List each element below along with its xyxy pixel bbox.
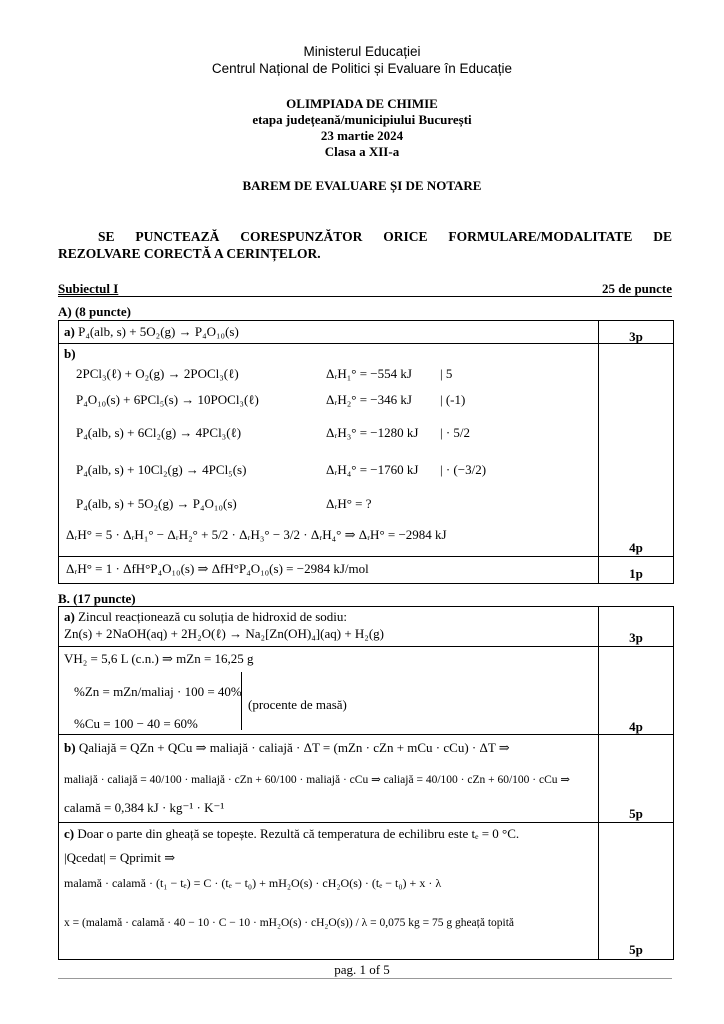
a-points: 3p: [629, 329, 643, 344]
b-c-points: 5p: [629, 942, 643, 957]
b-a-points: 3p: [629, 630, 643, 645]
percent-points: 4p: [629, 719, 643, 734]
document-title: BAREM DE EVALUARE ȘI DE NOTARE: [242, 178, 482, 193]
percent-zn: %Zn = mZn/maliaj · 100 = 40%: [74, 684, 242, 699]
b-b-line-1: b) Qaliajă = QZn + QCu ⇒ maliajă · caliajă · ΔT = (mZn · cZn + mCu · cCu) · ΔT ⇒: [64, 740, 510, 755]
a-item: a) P₄(alb, s) + 5O₂(g) → P₄O₁₀(s): [64, 324, 239, 339]
reaction-3-eq: P₄(alb, s) + 6Cl₂(g) → 4PCl₃(ℓ): [76, 425, 242, 440]
reaction-1-mult: | 5: [440, 366, 453, 381]
part-a-table: [58, 320, 674, 584]
part-b-points-column: [598, 606, 599, 959]
b-result: ΔᵣH° = 5 · ΔᵣH₁° − ΔᵣH₂° + 5/2 · ΔᵣH₃° − 3/2 · ΔᵣH₄° ⇒ ΔᵣH° = −2984 kJ: [66, 527, 447, 542]
reaction-3-dh: ΔᵣH₃° = −1280 kJ: [326, 425, 419, 440]
reaction-3-mult: | · 5/2: [440, 425, 471, 440]
c-points: 1p: [629, 566, 643, 581]
reaction-4-mult: | · (−3/2): [440, 462, 487, 477]
subject-rule: [58, 296, 672, 297]
olympiad-title: OLIMPIADA DE CHIMIE: [286, 96, 438, 111]
center-name: Centrul Național de Politici și Evaluare în Educație: [211, 61, 513, 76]
b-b-points: 5p: [629, 806, 643, 821]
stage: etapa județeană/municipiului București: [252, 112, 472, 127]
b-a-equation: Zn(s) + 2NaOH(aq) + 2H₂O(ℓ) → Na₂[Zn(OH)₄](aq) + H₂(g): [64, 626, 384, 641]
reaction-4-dh: ΔᵣH₄° = −1760 kJ: [326, 462, 419, 477]
notice-line-1: SE PUNCTEAZĂ CORESPUNZĂTOR ORICE FORMULARE/MODALITATE DE: [98, 229, 672, 244]
volume-line: VH₂ = 5,6 L (c.n.) ⇒ mZn = 16,25 g: [64, 651, 254, 666]
part-a-title: A) (8 puncte): [58, 304, 131, 319]
class-level: Clasa a XII-a: [324, 144, 400, 159]
percent-cu: %Cu = 100 − 40 = 60%: [74, 716, 198, 731]
b-c-line-1: |Qcedat| = Qprimit ⇒: [64, 850, 176, 865]
exam-date: 23 martie 2024: [320, 128, 404, 143]
reaction-2-dh: ΔᵣH₂° = −346 kJ: [326, 392, 412, 407]
notice-line-2: REZOLVARE CORECTĂ A CERINȚELOR.: [58, 246, 321, 261]
b-a-text: a) Zincul reacționează cu soluția de hidroxid de sodiu:: [64, 609, 348, 624]
ministry-name: Ministerul Educației: [303, 44, 421, 59]
page-number: pag. 1 of 5: [334, 962, 390, 977]
subject-title: Subiectul I: [58, 281, 119, 296]
footer-rule: [58, 978, 672, 979]
reaction-1-eq: 2PCl₃(ℓ) + O₂(g) → 2POCl₃(ℓ): [76, 366, 239, 381]
part-b-title: B. (17 puncte): [58, 591, 136, 606]
b-b-line-3: calamă = 0,384 kJ · kg⁻¹ · K⁻¹: [64, 800, 225, 815]
subject-points: 25 de puncte: [601, 281, 672, 296]
reaction-2-eq: P₄O₁₀(s) + 6PCl₅(s) → 10POCl₃(ℓ): [76, 392, 259, 407]
reaction-5-dh: ΔᵣH° = ?: [326, 496, 372, 511]
b-points: 4p: [629, 540, 643, 555]
b-label: b): [64, 346, 76, 361]
reaction-5-eq: P₄(alb, s) + 5O₂(g) → P₄O₁₀(s): [76, 496, 237, 511]
c-result: ΔᵣH° = 1 · ΔfH°P₄O₁₀(s) ⇒ ΔfH°P₄O₁₀(s) = −2984 kJ/mol: [66, 561, 369, 576]
b-c-line-2: malamă · calamă · (t₁ − tₑ) = C · (tₑ − t₀) + mH₂O(s) · cH₂O(s) · (tₑ − t₀) + x · λ: [64, 876, 442, 890]
reaction-4-eq: P₄(alb, s) + 10Cl₂(g) → 4PCl₅(s): [76, 462, 247, 477]
b-c-text: c) Doar o parte din gheață se topește. Rezultă că temperatura de echilibru este tₑ = 0 °C.: [64, 826, 520, 841]
mass-percent-note: (procente de masă): [248, 697, 347, 712]
b-b-line-2: maliajă · caliajă = 40/100 · maliajă · cZn + 60/100 · maliajă · cCu ⇒ caliajă = 40/100 · cZn + 60/100 · cCu ⇒: [64, 774, 571, 786]
reaction-1-dh: ΔᵣH₁° = −554 kJ: [326, 366, 412, 381]
b-c-line-3: x = (malamă · calamă · 40 − 10 · C − 10 · mH₂O(s) · cH₂O(s)) / λ = 0,075 kg = 75 g gheață topită: [64, 917, 515, 929]
reaction-2-mult: | (-1): [440, 392, 466, 407]
